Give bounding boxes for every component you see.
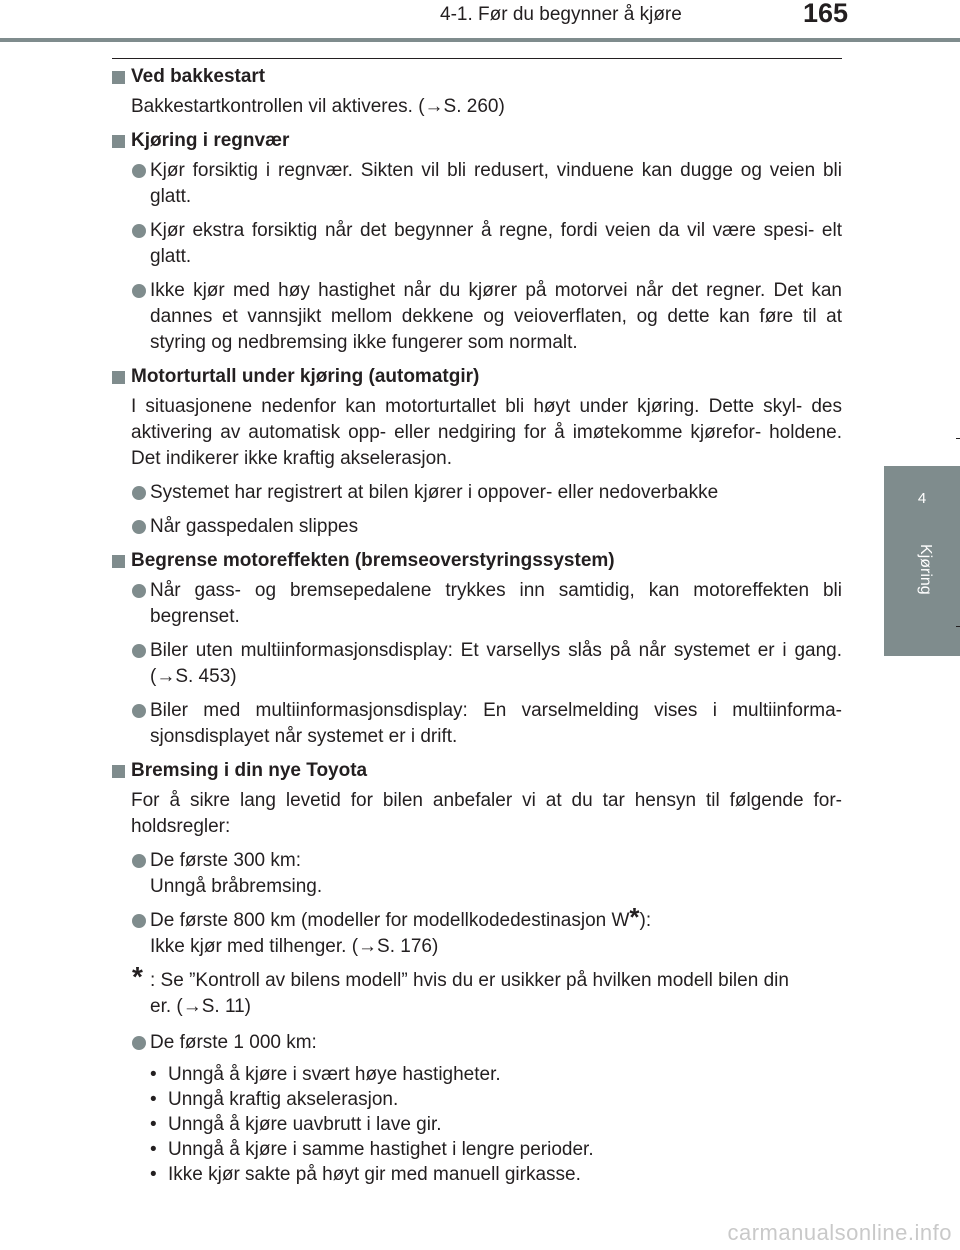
tab-tick-top <box>956 438 960 439</box>
chapter-label: Kjøring <box>917 544 934 595</box>
chapter-number: 4 <box>917 490 927 507</box>
round-bullet-icon <box>132 584 146 598</box>
section-title: Bremsing i din nye Toyota <box>112 758 842 784</box>
round-bullet-icon <box>132 284 146 298</box>
round-bullet-icon <box>132 486 146 500</box>
sub-list-item: • Ikke kjør sakte på høyt gir med manuell girkasse. <box>150 1164 581 1185</box>
footnote-star: * <box>132 961 143 992</box>
page-content <box>112 64 842 1195</box>
list-item: Ikke kjør med høy hastighet når du kjører på motorvei når det regner. Det kan dannes et vannsjikt mellom dekkene og veioverflaten, og dette kan føre til at styring og nedbremsing ikke fungerer som normalt. <box>112 278 842 356</box>
chapter-side-tab[interactable] <box>884 466 960 656</box>
list-item: Når gass- og bremsepedalene trykkes inn samtidig, kan motoreffekten bli begrenset. <box>112 578 842 630</box>
content-top-rule <box>112 58 842 59</box>
header-rule <box>0 38 960 42</box>
sub-list <box>150 1062 842 1187</box>
section-hill-start <box>112 64 842 120</box>
sub-list-item: • Unngå å kjøre i samme hastighet i lengre perioder. <box>150 1139 594 1160</box>
square-bullet-icon <box>112 555 125 568</box>
tab-tick-bottom <box>956 626 960 627</box>
round-bullet-icon <box>132 1036 146 1050</box>
section-rain-driving <box>112 128 842 356</box>
list-item: De første 1 000 km: • Unngå å kjøre i svært høye hastigheter. • Unngå kraftig akselerasjon. • Unngå å kjøre uavbrutt i lave gir. • Unngå å kjøre i samme hastighet i lengre perioder. • Ikke kjør sakte på høyt gir med manuell girkasse. <box>112 1030 842 1187</box>
running-header-title: 4-1. Før du begynner å kjøre <box>440 4 682 25</box>
round-bullet-icon <box>132 644 146 658</box>
sub-list-item: • Unngå å kjøre i svært høye hastigheter. <box>150 1064 501 1085</box>
list-item: Kjør ekstra forsiktig når det begynner å regne, fordi veien da vil være spesi- elt glatt. <box>112 218 842 270</box>
square-bullet-icon <box>112 71 125 84</box>
footnote: * : Se ”Kontroll av bilens modell” hvis du er usikker på hvilken modell bilen din er. (→S. 11) <box>132 961 789 1017</box>
sub-list-item: • Unngå kraftig akselerasjon. <box>150 1089 399 1110</box>
section-title: Ved bakkestart <box>112 64 842 90</box>
section-engine-speed <box>112 364 842 540</box>
page-number: 165 <box>803 0 849 28</box>
list-item: Når gasspedalen slippes <box>112 514 842 540</box>
section-title: Motorturtall under kjøring (automatgir) <box>112 364 842 390</box>
square-bullet-icon <box>112 765 125 778</box>
section-brake-override <box>112 548 842 750</box>
round-bullet-icon <box>132 164 146 178</box>
list-item: Biler med multiinformasjonsdisplay: En varselmelding vises i multiinforma- sjonsdisplayet når systemet er i drift. <box>112 698 842 750</box>
watermark: carmanualsonline.info <box>727 1220 952 1245</box>
paragraph: I situasjonene nedenfor kan motorturtallet bli høyt under kjøring. Dette skyl- des aktivering av automatisk opp- eller nedgiring for å imøtekomme kjørefor- holdene. Det indikerer ikke kraftig akselerasjon. <box>131 396 842 469</box>
list-item: Kjør forsiktig i regnvær. Sikten vil bli redusert, vinduene kan dugge og veien bli glatt. <box>112 158 842 210</box>
sub-list-item: • Unngå å kjøre uavbrutt i lave gir. <box>150 1114 442 1135</box>
section-braking-new-toyota <box>112 758 842 1187</box>
round-bullet-icon <box>132 520 146 534</box>
round-bullet-icon <box>132 854 146 868</box>
round-bullet-icon <box>132 704 146 718</box>
list-item: De første 800 km (modeller for modellkodedestinasjon W*): Ikke kjør med tilhenger. (→S. 176) <box>112 908 842 960</box>
round-bullet-icon <box>132 914 146 928</box>
section-title: Kjøring i regnvær <box>112 128 842 154</box>
paragraph: For å sikre lang levetid for bilen anbefaler vi at du tar hensyn til følgende for- holdsregler: <box>131 790 842 837</box>
list-item: De første 300 km: Unngå bråbremsing. <box>112 848 842 900</box>
round-bullet-icon <box>132 224 146 238</box>
section-title: Begrense motoreffekten (bremseoverstyringssystem) <box>112 548 842 574</box>
footnote-star: * <box>629 902 640 932</box>
list-item: Biler uten multiinformasjonsdisplay: Et varsellys slås på når systemet er i gang. (→S. 453) <box>112 638 842 690</box>
list-item: Systemet har registrert at bilen kjører i oppover- eller nedoverbakke <box>112 480 842 506</box>
square-bullet-icon <box>112 371 125 384</box>
square-bullet-icon <box>112 135 125 148</box>
paragraph: Bakkestartkontrollen vil aktiveres. (→S. 260) <box>131 96 505 117</box>
